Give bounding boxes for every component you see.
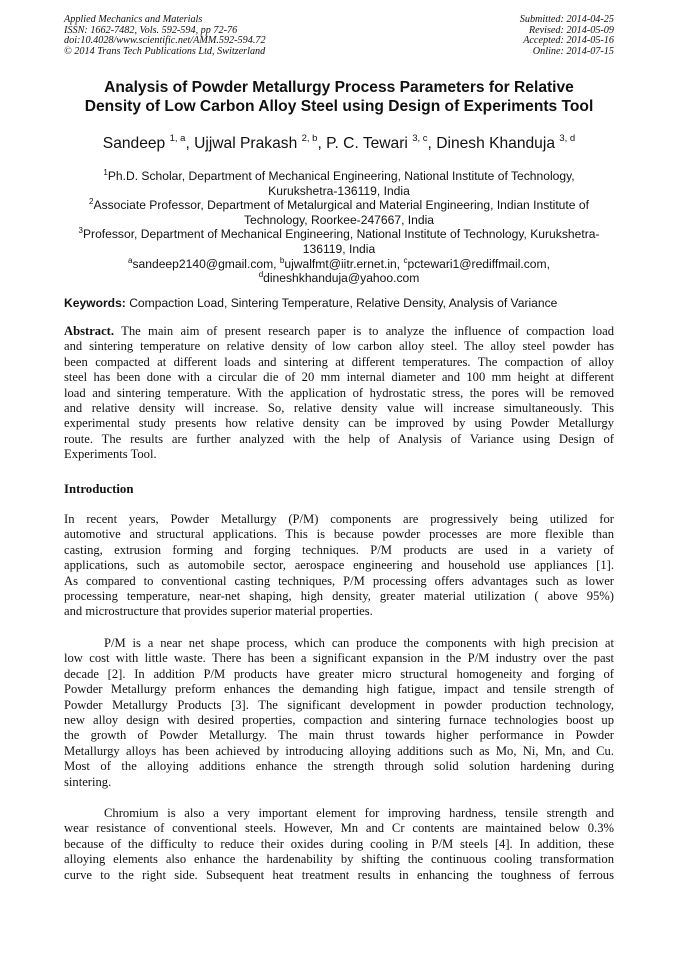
author-affil-sup: 3, c xyxy=(412,133,428,144)
author-name: Sandeep xyxy=(102,135,166,152)
abstract xyxy=(64,324,614,463)
author-list xyxy=(40,134,638,154)
keywords xyxy=(64,296,624,310)
email-sup: d xyxy=(258,270,264,280)
date-accepted: Accepted: 2014-05-16 xyxy=(523,35,614,47)
email-sup: c xyxy=(403,255,408,265)
email-address: sandeep2140@gmail.com, xyxy=(132,256,280,271)
author-affil-sup: 3, d xyxy=(559,133,576,144)
affiliation-sup: 2 xyxy=(89,197,94,207)
affiliations xyxy=(58,169,620,286)
paper-title xyxy=(40,78,638,116)
paragraph-line: decade [2]. In addition P/M products have greater micro structural homogeneity and forging of xyxy=(64,666,614,681)
author-name: Dinesh Khanduja xyxy=(436,135,555,152)
date-revised: Revised: 2014-05-09 xyxy=(528,24,614,36)
affiliation-text: Professor, Department of Mechanical Engineering, National Institute of Technology, Kurukshetra- xyxy=(82,227,600,242)
paragraph-line: alloying elements also enhance the hardenability by shifting the continuous cooling transformation xyxy=(64,852,614,867)
affiliation-line: Technology, Roorkee-247667, India xyxy=(243,212,435,227)
abstract-line: steel has been done with a circular die of 20 mm internal diameter and 100 mm height at different xyxy=(64,370,614,385)
affiliation-line xyxy=(58,227,620,242)
paragraph-line: new alloy design with desired properties, compaction and sintering furnace technologies boost up xyxy=(64,712,614,727)
affiliation-line xyxy=(58,169,620,184)
intro-paragraph-3 xyxy=(64,806,614,883)
paragraph-line: processing temperature, near-net shaping, high density, greater material utilization ( above 95%) xyxy=(64,588,614,603)
paragraph-line: Powder Metallurgy preform enhances the demanding high fatigue, impact and tensile strength of xyxy=(64,682,614,697)
paragraph-line: applications, such as automobile sector, aerospace engineering and household use appliances [1]. xyxy=(64,558,614,573)
affiliation-line: 136119, India xyxy=(302,241,376,256)
abstract-line: and sintering temperature on relative density of low carbon alloy steel. The alloy steel powder has xyxy=(64,339,614,354)
journal-copyright: © 2014 Trans Tech Publications Ltd, Switzerland xyxy=(64,45,266,57)
journal-issn: ISSN: 1662-7482, Vols. 592-594, pp 72-76 xyxy=(64,24,238,36)
abstract-line: and relative density will increase. So, relative density value will increase simultaneously. This xyxy=(64,400,614,415)
publication-dates xyxy=(520,15,614,57)
email-line xyxy=(58,257,620,272)
journal-doi: doi:10.4028/www.scientific.net/AMM.592-594.72 xyxy=(64,35,266,47)
paragraph-line: wear resistance of conventional steels. However, Mn and Cr contents are maintained below 0.3% xyxy=(64,821,614,836)
author-affil-sup: 1, a xyxy=(169,133,186,144)
abstract-line xyxy=(64,324,614,339)
title-line: Density of Low Carbon Alloy Steel using Design of Experiments Tool xyxy=(84,98,594,115)
author-separator: , xyxy=(427,135,437,152)
email-address: dineshkhanduja@yahoo.com xyxy=(263,271,420,286)
paragraph-line: Metallurgy alloys has been achieved by introducing alloying additions such as Mo, Ni, Mn, and Cu. xyxy=(64,743,614,758)
abstract-line: Experiments Tool. xyxy=(64,447,157,462)
email-sup: b xyxy=(279,255,285,265)
title-line: Analysis of Powder Metallurgy Process Parameters for Relative xyxy=(104,79,574,96)
paragraph-line: As compared to conventional casting techniques, P/M processing offers advantages such as lower xyxy=(64,573,614,588)
abstract-line: route. The results are further analyzed with the help of Analysis of Variance using Design of xyxy=(64,431,614,446)
affiliation-sup: 3 xyxy=(78,226,83,236)
intro-paragraph-2 xyxy=(64,636,614,790)
paragraph-line: low cost with little waste. There has been a significant expansion in the P/M industry over the past xyxy=(64,651,614,666)
author-affil-sup: 2, b xyxy=(301,133,318,144)
section-heading-introduction: Introduction xyxy=(64,482,134,496)
affiliation-sup: 1 xyxy=(103,168,108,177)
journal-info xyxy=(64,15,266,57)
paragraph-line: P/M is a near net shape process, which can produce the components with high precision at xyxy=(104,636,614,650)
email-address: pctewari1@rediffmail.com, xyxy=(407,256,550,271)
abstract-line: been compacted at different loads and sintering at different temperatures. The compaction of alloy xyxy=(64,354,614,369)
paragraph-line: curve to the right side. Subsequent heat treatment results in enhancing the toughness of ferrous xyxy=(64,867,614,882)
email-line xyxy=(58,271,620,286)
email-sup: a xyxy=(128,255,133,265)
abstract-line: experimental study presents how relative density can be improved by using Powder Metallurgy xyxy=(64,416,614,431)
author-separator: , xyxy=(317,135,327,152)
paragraph-line: Most of the alloying additions enhance the strength through solid solution hardening during xyxy=(64,759,614,774)
affiliation-line: Kurukshetra-136119, India xyxy=(268,183,410,198)
date-submitted: Submitted: 2014-04-25 xyxy=(519,14,614,25)
abstract-label: Abstract. xyxy=(64,324,115,338)
affiliation-line xyxy=(58,198,620,213)
author-name: P. C. Tewari xyxy=(326,135,408,152)
paragraph-line: Powder Metallurgy Products [3]. The significant development in powder production technology, xyxy=(64,697,614,712)
abstract-line: load and sintering temperature. With the application of hydrostatic stress, the pores will be removed xyxy=(64,385,614,400)
paragraph-line: sintering. xyxy=(64,774,112,789)
paragraph-line: and microstructure that provides superior material properties. xyxy=(64,604,373,619)
email-address: ujwalfmt@iitr.ernet.in, xyxy=(284,256,404,271)
paragraph-line: automotive and structural applications. This is because powder processes are more flexible than xyxy=(64,527,614,542)
affiliation-text: Ph.D. Scholar, Department of Mechanical Engineering, National Institute of Technology, xyxy=(107,169,575,183)
paragraph-line: the growth of Powder Metallurgy. The main thrust towards higher performance in Powder xyxy=(64,728,614,743)
keywords-label: Keywords: xyxy=(64,296,126,310)
journal-name: Applied Mechanics and Materials xyxy=(64,14,203,25)
intro-paragraph-1 xyxy=(64,512,614,620)
paragraph-line: because of the difficulty to reduce their oxides during cooling in P/M steels [4]. In addition, these xyxy=(64,836,614,851)
abstract-text: The main aim of present research paper is to analyze the influence of compaction load xyxy=(114,324,614,338)
paragraph-line: In recent years, Powder Metallurgy (P/M) components are progressively being utilized for xyxy=(64,512,614,526)
author-separator: , xyxy=(185,135,195,152)
date-online: Online: 2014-07-15 xyxy=(532,45,614,57)
keywords-text: Compaction Load, Sintering Temperature, Relative Density, Analysis of Variance xyxy=(125,296,558,310)
author-name: Ujjwal Prakash xyxy=(194,135,298,152)
affiliation-text: Associate Professor, Department of Metalurgical and Material Engineering, Indian Institute of xyxy=(93,198,589,213)
paragraph-line: Chromium is also a very important element for improving hardness, tensile strength and xyxy=(104,806,614,820)
paragraph-line: casting, extrusion forming and forging techniques. P/M products are used in a variety of xyxy=(64,542,614,557)
